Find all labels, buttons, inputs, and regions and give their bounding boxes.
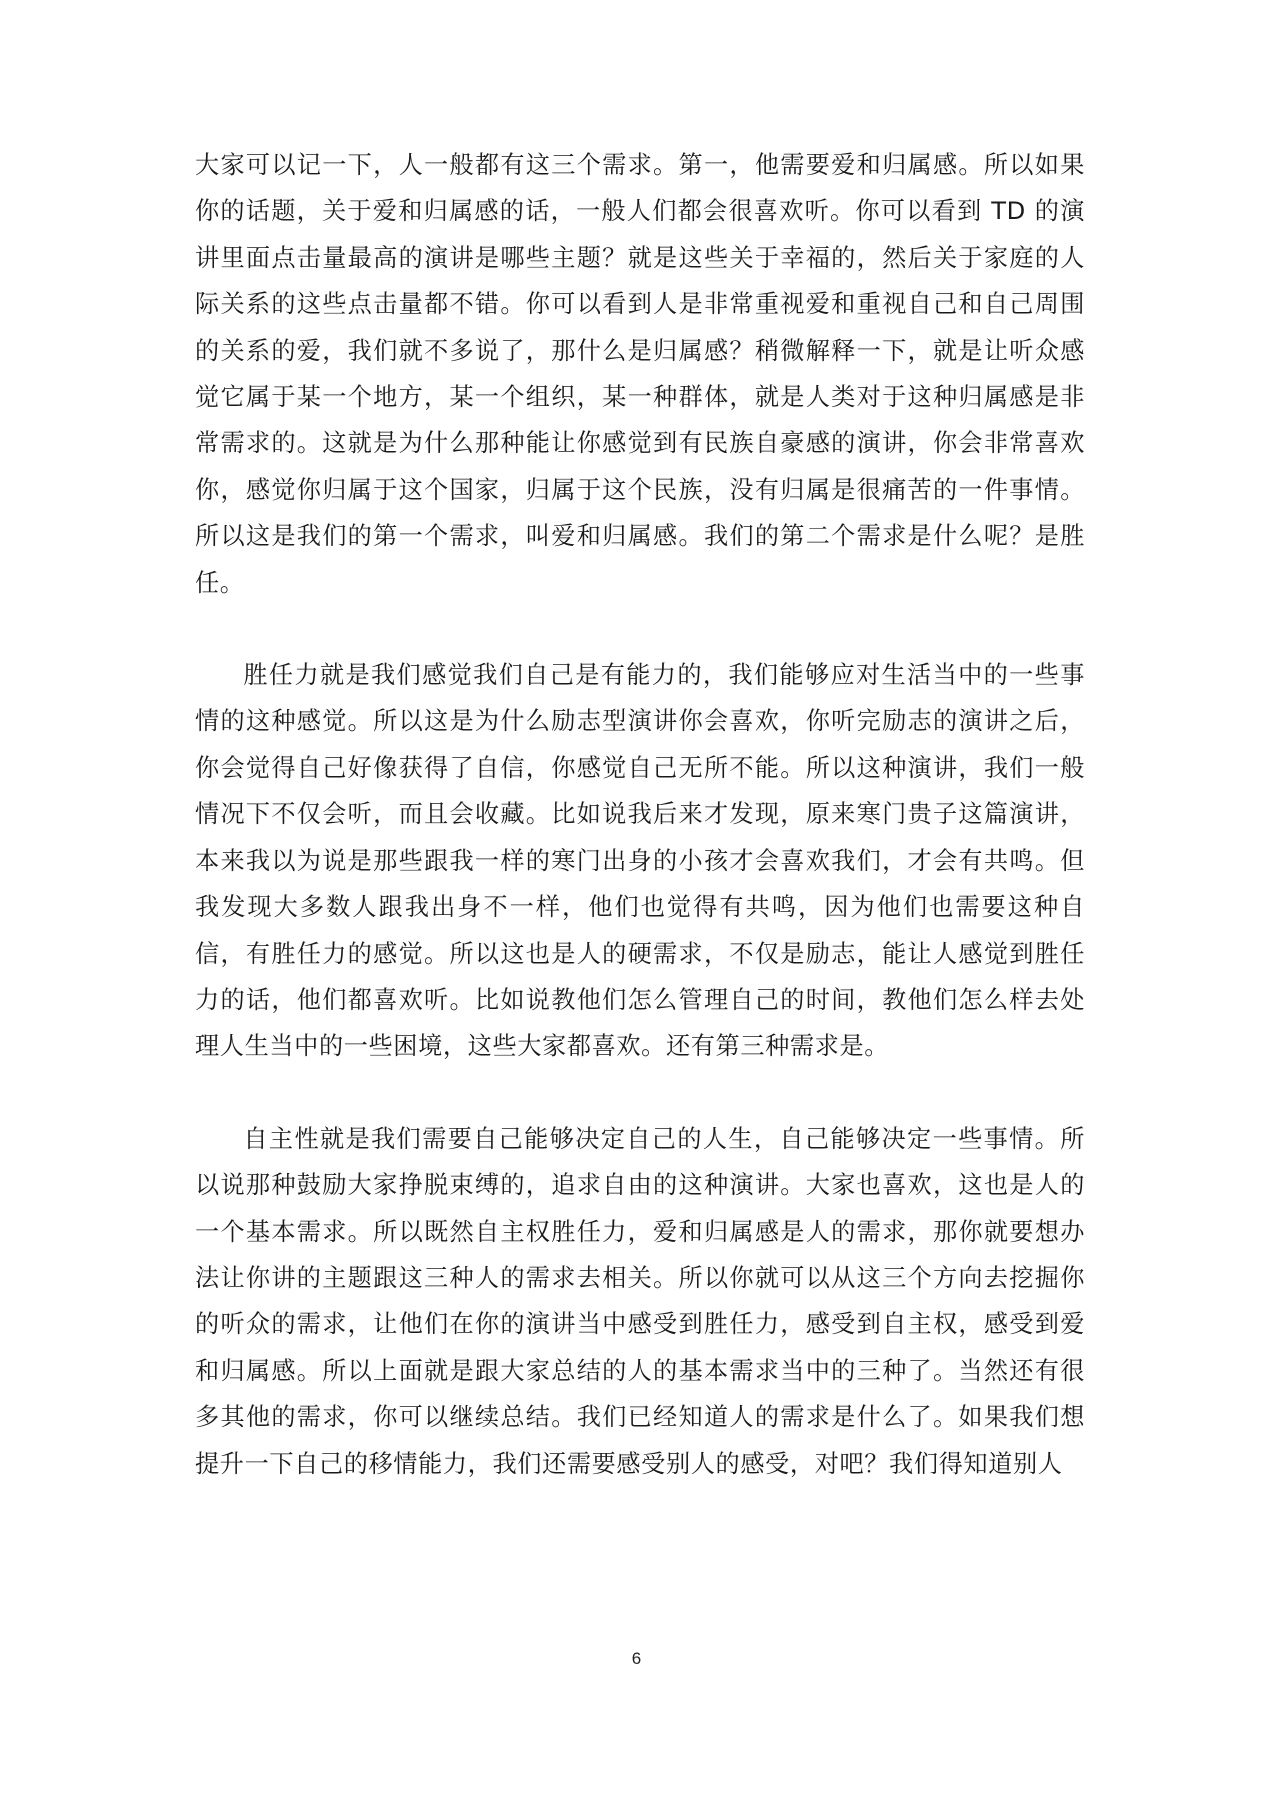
paragraph-1: 大家可以记一下，人一般都有这三个需求。第一，他需要爱和归属感。所以如果你的话题，关于爱和归属感的话，一般人们都会很喜欢听。你可以看到 TD 的演讲里面点击量最高的演讲是哪些主题？就是这些关于幸福的，然后关于家庭的人际关系的这些点击量都不错。你可以看到人是非常重视爱和重视自己和自己周围的关系的爱，我们就不多说了，那什么是归属感？稍微解释一下，就是让听众感觉它属于某一个地方，某一个组织，某一种群体，就是人类对于这种归属感是非常需求的。这就是为什么那种能让你感觉到有民族自豪感的演讲，你会非常喜欢你，感觉你归属于这个国家，归属于这个民族，没有归属是很痛苦的一件事情。所以这是我们的第一个需求，叫爱和归属感。我们的第二个需求是什么呢？是胜任。 (195, 151, 1085, 597)
paragraph-3: 自主性就是我们需要自己能够决定自己的人生，自己能够决定一些事情。所以说那种鼓励大家挣脱束缚的，追求自由的这种演讲。大家也喜欢，这也是人的一个基本需求。所以既然自主权胜任力，爱和归属感是人的需求，那你就要想办法让你讲的主题跟这三种人的需求去相关。所以你就可以从这三个方向去挖掘你的听众的需求，让他们在你的演讲当中感受到胜任力，感受到自主权，感受到爱和归属感。所以上面就是跟大家总结的人的基本需求当中的三种了。当然还有很多其他的需求，你可以继续总结。我们已经知道人的需求是什么了。如果我们想提升一下自己的移情能力，我们还需要感受别人的感受，对吧？我们得知道别人 (195, 1124, 1085, 1478)
paragraph-2: 胜任力就是我们感觉我们自己是有能力的，我们能够应对生活当中的一些事情的这种感觉。所以这是为什么励志型演讲你会喜欢，你听完励志的演讲之后，你会觉得自己好像获得了自信，你感觉自己无所不能。所以这种演讲，我们一般情况下不仅会听，而且会收藏。比如说我后来才发现，原来寒门贵子这篇演讲，本来我以为说是那些跟我一样的寒门出身的小孩才会喜欢我们，才会有共鸣。但我发现大多数人跟我出身不一样，他们也觉得有共鸣，因为他们也需要这种自信，有胜任力的感觉。所以这也是人的硬需求，不仅是励志，能让人感觉到胜任力的话，他们都喜欢听。比如说教他们怎么管理自己的时间，教他们怎么样去处理人生当中的一些困境，这些大家都喜欢。还有第三种需求是。 (195, 661, 1085, 1061)
document-body (195, 142, 1085, 1487)
page-number: 6 (631, 1649, 642, 1668)
